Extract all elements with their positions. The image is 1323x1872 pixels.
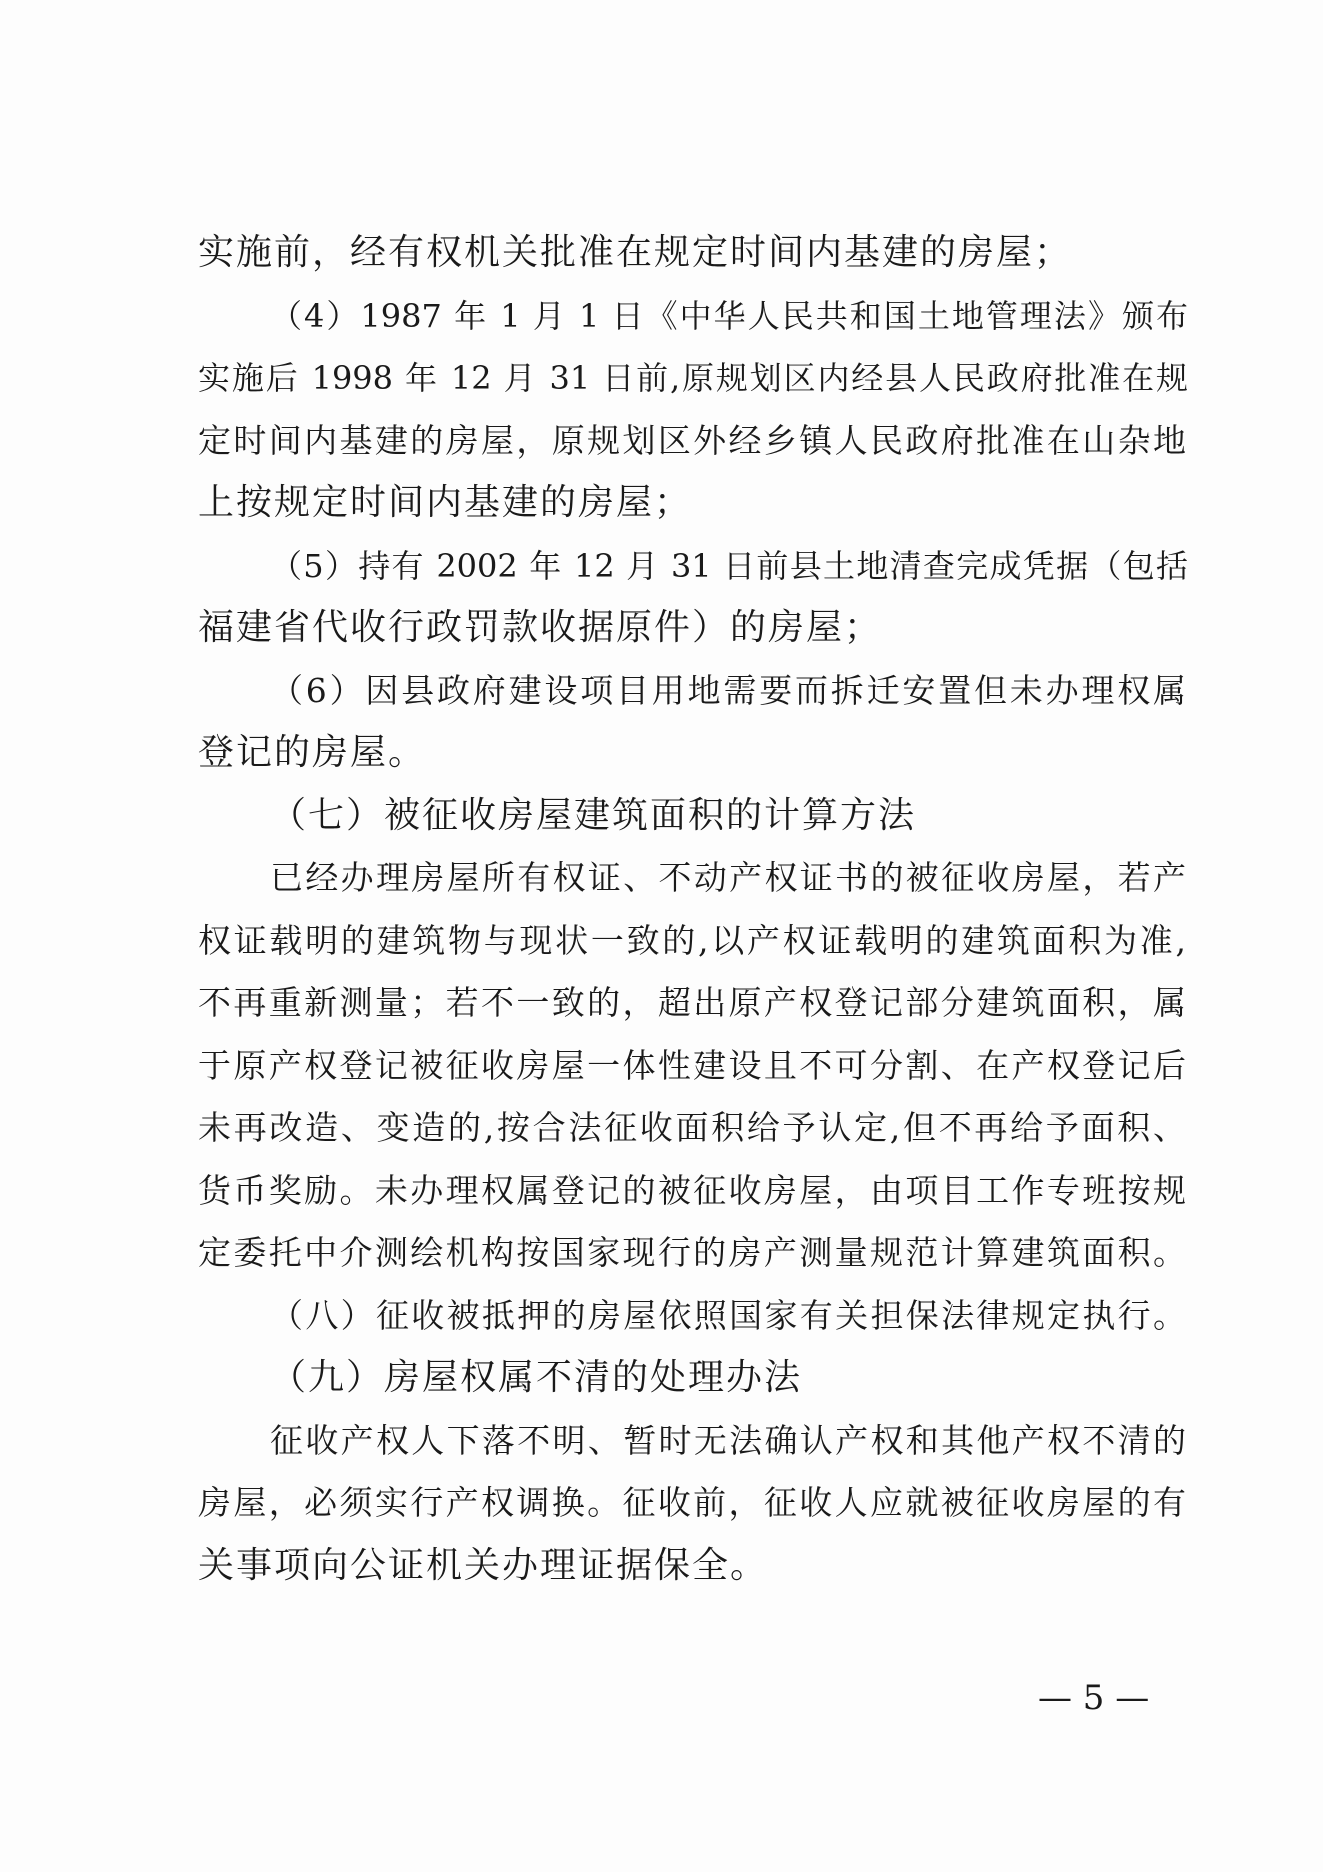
text-line: （七）被征收房屋建筑面积的计算方法 <box>270 794 917 836</box>
text-line: （5）持有 2002 年 12 月 31 日前县土地清查完成凭据（包括 <box>270 546 1188 585</box>
body-text <box>198 222 1188 1597</box>
text-line: 定时间内基建的房屋，原规划区外经乡镇人民政府批准在山杂地 <box>198 420 1188 460</box>
text-line: 货币奖励。未办理权属登记的被征收房屋，由项目工作专班按规 <box>198 1170 1188 1210</box>
text-line: 实施后 1998 年 12 月 31 日前,原规划区内经县人民政府批准在规 <box>198 359 1188 397</box>
text-line: 福建省代收行政罚款收据原件）的房屋； <box>198 607 883 648</box>
text-line: 未再改造、变造的,按合法征收面积给予认定,但不再给予面积、 <box>198 1108 1188 1147</box>
text-line: 权证载明的建筑物与现状一致的,以产权证载明的建筑面积为准, <box>198 920 1188 960</box>
text-line: 实施前，经有权机关批准在规定时间内基建的房屋； <box>198 232 1073 273</box>
text-line: （八）征收被抵押的房屋依照国家有关担保法律规定执行。 <box>270 1295 1188 1335</box>
page-number: — 5 — <box>1038 1678 1150 1718</box>
text-line: （九）房屋权属不清的处理办法 <box>270 1357 803 1398</box>
text-line: 登记的房屋。 <box>198 732 427 773</box>
text-line: 已经办理房屋所有权证、不动产权证书的被征收房屋，若产 <box>270 858 1188 897</box>
text-line: 不再重新测量；若不一致的，超出原产权登记部分建筑面积，属 <box>198 983 1188 1022</box>
text-line: 于原产权登记被征收房屋一体性建设且不可分割、在产权登记后 <box>198 1045 1188 1085</box>
text-line: 关事项向公证机关办理证据保全。 <box>198 1544 769 1586</box>
text-line: 定委托中介测绘机构按国家现行的房产测量规范计算建筑面积。 <box>198 1233 1188 1272</box>
text-line: （4）1987 年 1 月 1 日《中华人民共和国土地管理法》颁布 <box>270 296 1188 335</box>
text-line: 征收产权人下落不明、暂时无法确认产权和其他产权不清的 <box>270 1420 1188 1460</box>
text-line: （6）因县政府建设项目用地需要而拆迁安置但未办理权属 <box>270 670 1188 710</box>
text-line: 上按规定时间内基建的房屋； <box>198 482 693 523</box>
text-line: 房屋，必须实行产权调换。征收前，征收人应就被征收房屋的有 <box>198 1483 1188 1522</box>
